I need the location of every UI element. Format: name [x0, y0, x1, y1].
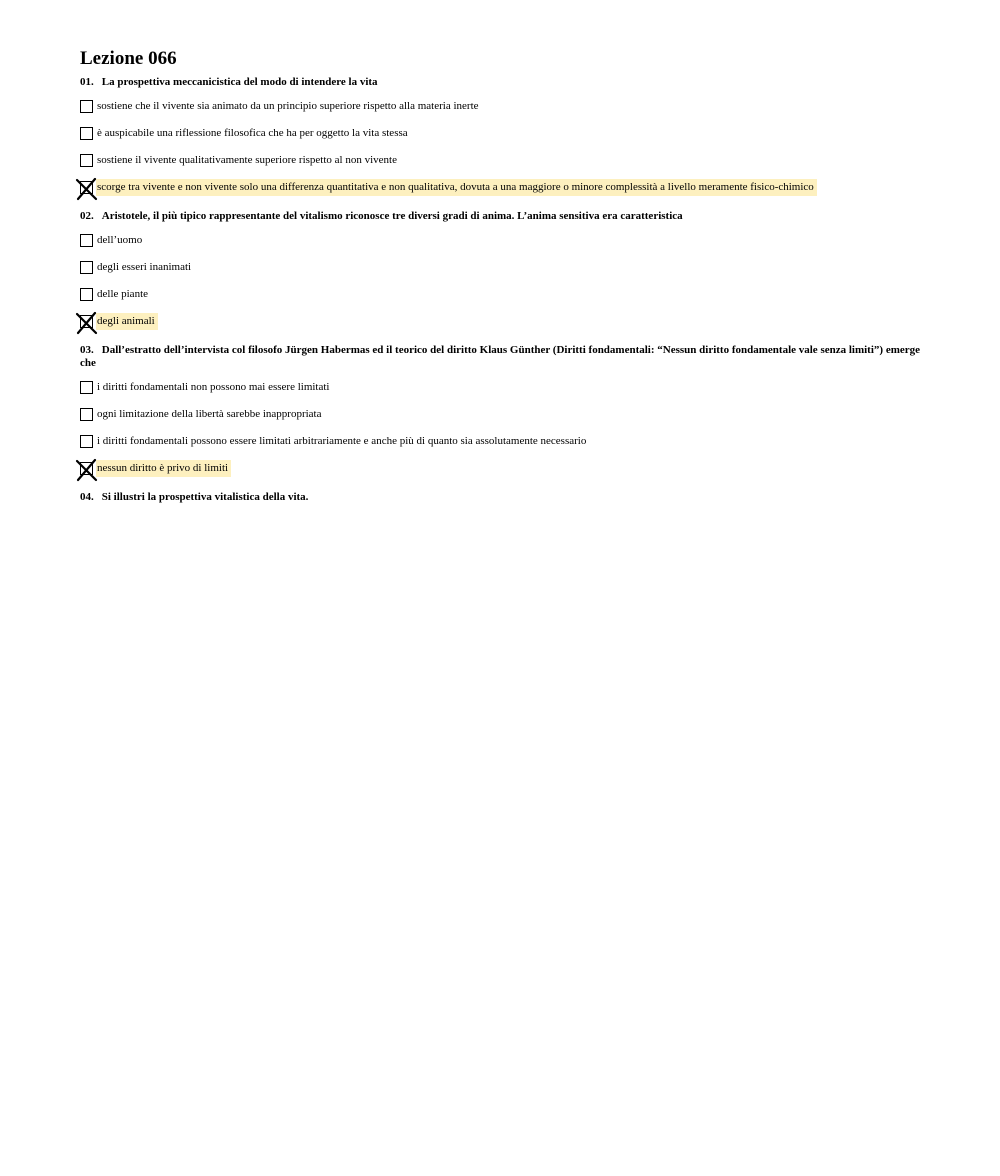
- question-text: [80, 76, 920, 89]
- answer-option[interactable]: [80, 232, 920, 249]
- answer-option[interactable]: [80, 259, 920, 276]
- answer-option[interactable]: [80, 286, 920, 303]
- answer-option[interactable]: [80, 460, 920, 477]
- answer-label: è auspicabile una riflessione filosofica che ha per oggetto la vita stessa: [97, 127, 408, 139]
- question-number: 01.: [80, 76, 94, 88]
- answer-label: ogni limitazione della libertà sarebbe inappropriata: [97, 408, 322, 420]
- answer-option[interactable]: [80, 313, 920, 330]
- checkbox-icon[interactable]: [80, 288, 93, 301]
- checkbox-icon[interactable]: [80, 261, 93, 274]
- answer-label: dell’uomo: [97, 234, 143, 246]
- answer-label: delle piante: [97, 288, 149, 300]
- question-prompt: Dall’estratto dell’intervista col filosofo Jürgen Habermas ed il teorico del diritto Klaus Günther (Diritti fondamentali: “Nessun diritto fondamentale vale senza limiti”) emerge che: [80, 344, 921, 369]
- answer-label: nessun diritto è privo di limiti: [96, 460, 231, 477]
- question-number: 04.: [80, 491, 94, 503]
- question-4: [80, 491, 920, 504]
- answer-label: sostiene che il vivente sia animato da un principio superiore rispetto alla materia inerte: [97, 100, 479, 112]
- question-text: [80, 210, 920, 223]
- document-page: [80, 48, 920, 513]
- question-1: [80, 76, 920, 196]
- answer-options: [80, 379, 920, 477]
- checkbox-icon[interactable]: [80, 408, 93, 421]
- answer-option[interactable]: [80, 98, 920, 115]
- answer-option[interactable]: [80, 433, 920, 450]
- answer-option[interactable]: [80, 379, 920, 396]
- lesson-title: Lezione 066: [80, 48, 177, 69]
- question-prompt: La prospettiva meccanicistica del modo di intendere la vita: [101, 76, 378, 88]
- answer-option[interactable]: [80, 125, 920, 142]
- question-3: [80, 344, 920, 477]
- checkbox-icon[interactable]: [80, 315, 93, 328]
- answer-option[interactable]: [80, 152, 920, 169]
- answer-label: scorge tra vivente e non vivente solo una differenza quantitativa e non qualitativa, dovuta a una maggiore o minore complessità a livello meramente fisico-chimico: [96, 179, 817, 196]
- answer-label: degli esseri inanimati: [97, 261, 192, 273]
- checkbox-icon[interactable]: [80, 181, 93, 194]
- x-mark-icon: [75, 311, 99, 335]
- x-mark-icon: [75, 458, 99, 482]
- checkbox-icon[interactable]: [80, 234, 93, 247]
- question-2: [80, 210, 920, 330]
- answer-option[interactable]: [80, 406, 920, 423]
- answer-option[interactable]: [80, 179, 920, 196]
- checkbox-icon[interactable]: [80, 127, 93, 140]
- checkbox-icon[interactable]: [80, 154, 93, 167]
- answer-label: i diritti fondamentali possono essere limitati arbitrariamente e anche più di quanto sia assolutamente necessario: [97, 435, 587, 447]
- answer-label: i diritti fondamentali non possono mai essere limitati: [97, 381, 330, 393]
- answer-options: [80, 232, 920, 330]
- question-text: [80, 491, 920, 504]
- answer-options: [80, 98, 920, 196]
- checkbox-icon[interactable]: [80, 462, 93, 475]
- checkbox-icon[interactable]: [80, 381, 93, 394]
- question-prompt: Aristotele, il più tipico rappresentante del vitalismo riconosce tre diversi gradi di anima. L’anima sensitiva era caratteristica: [101, 210, 683, 222]
- question-number: 02.: [80, 210, 94, 222]
- answer-label: sostiene il vivente qualitativamente superiore rispetto al non vivente: [97, 154, 397, 166]
- checkbox-icon[interactable]: [80, 435, 93, 448]
- question-prompt: Si illustri la prospettiva vitalistica della vita.: [101, 491, 309, 503]
- checkbox-icon[interactable]: [80, 100, 93, 113]
- question-number: 03.: [80, 344, 94, 356]
- x-mark-icon: [75, 177, 99, 201]
- answer-label: degli animali: [96, 313, 158, 330]
- question-text: [80, 344, 920, 370]
